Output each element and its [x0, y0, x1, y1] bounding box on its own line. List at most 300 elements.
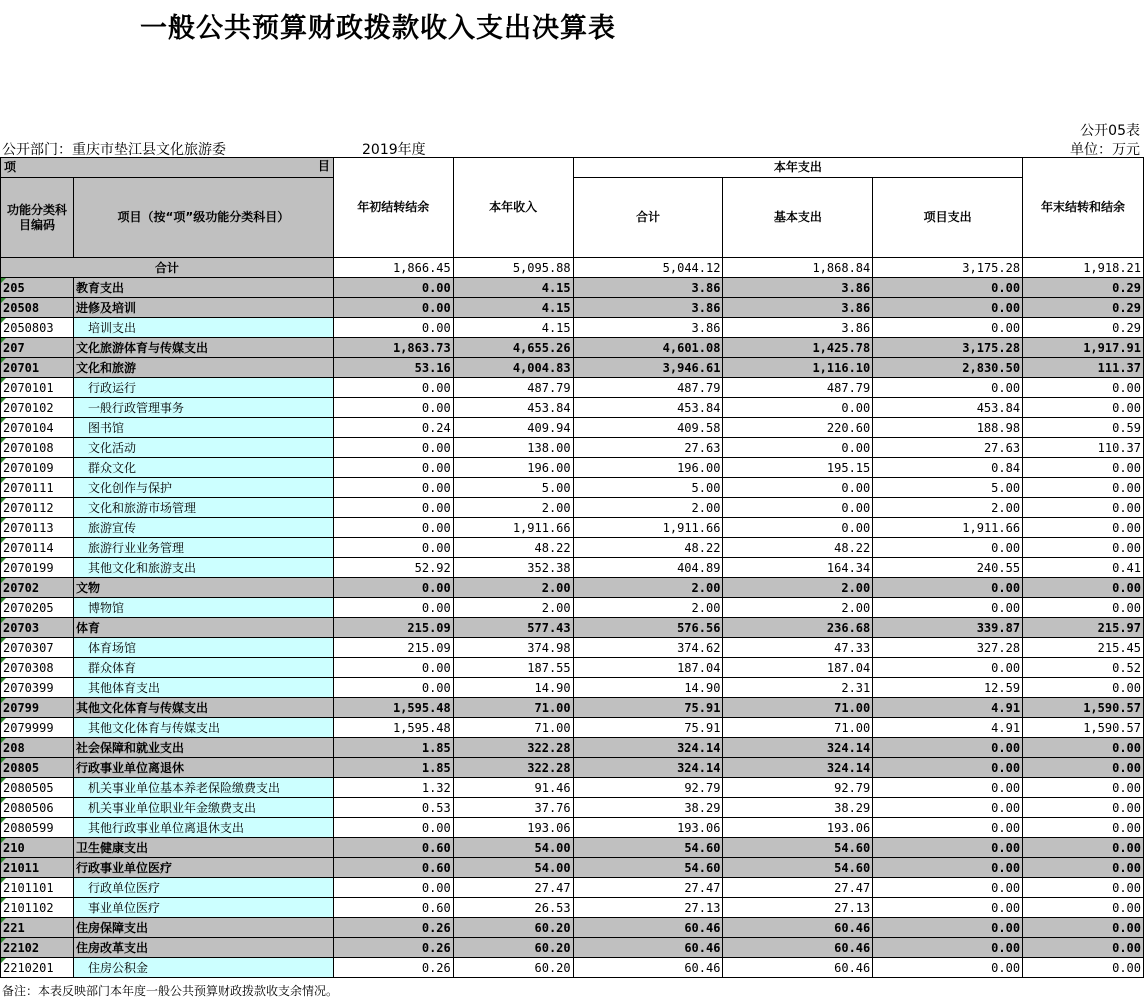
row-begin-balance: 0.00: [333, 318, 453, 338]
row-project: 4.91: [873, 698, 1023, 718]
row-expenditure: 14.90: [573, 678, 723, 698]
row-basic: 38.29: [723, 798, 873, 818]
row-name: 其他文化体育与传媒支出: [73, 698, 333, 718]
row-project: 1,911.66: [873, 518, 1023, 538]
row-project: 188.98: [873, 418, 1023, 438]
row-income: 37.76: [453, 798, 573, 818]
row-project: 0.00: [873, 778, 1023, 798]
row-project: 5.00: [873, 478, 1023, 498]
row-code: 2080506: [1, 798, 74, 818]
total-project: 3,175.28: [873, 258, 1023, 278]
row-basic: 0.00: [723, 478, 873, 498]
table-row: [1, 438, 1144, 458]
row-end-balance: 0.00: [1023, 598, 1144, 618]
table-row: [1, 778, 1144, 798]
row-basic: 92.79: [723, 778, 873, 798]
row-expenditure: 60.46: [573, 938, 723, 958]
row-end-balance: 1,917.91: [1023, 338, 1144, 358]
row-project: 0.00: [873, 858, 1023, 878]
row-name: 博物馆: [73, 598, 333, 618]
row-expenditure: 453.84: [573, 398, 723, 418]
row-income: 4,655.26: [453, 338, 573, 358]
row-end-balance: 0.29: [1023, 318, 1144, 338]
row-expenditure: 324.14: [573, 758, 723, 778]
row-code: 2080599: [1, 818, 74, 838]
row-begin-balance: 0.00: [333, 498, 453, 518]
total-income: 5,095.88: [453, 258, 573, 278]
year-label: 2019年度: [362, 142, 426, 158]
row-code: 20702: [1, 578, 74, 598]
row-code: 2070399: [1, 678, 74, 698]
row-project: 27.63: [873, 438, 1023, 458]
row-code: 20508: [1, 298, 74, 318]
row-income: 26.53: [453, 898, 573, 918]
row-project: 0.00: [873, 838, 1023, 858]
row-name: 社会保障和就业支出: [73, 738, 333, 758]
row-expenditure: 75.91: [573, 698, 723, 718]
row-name: 教育支出: [73, 278, 333, 298]
row-basic: 48.22: [723, 538, 873, 558]
row-project: 0.84: [873, 458, 1023, 478]
row-basic: 27.13: [723, 898, 873, 918]
row-code: 2070307: [1, 638, 74, 658]
row-name: 住房公积金: [73, 958, 333, 978]
row-basic: 71.00: [723, 698, 873, 718]
row-code: 221: [1, 918, 74, 938]
row-income: 577.43: [453, 618, 573, 638]
row-name: 群众文化: [73, 458, 333, 478]
row-begin-balance: 0.00: [333, 518, 453, 538]
header-basic: 基本支出: [723, 178, 873, 258]
row-code: 2070114: [1, 538, 74, 558]
row-basic: 54.60: [723, 838, 873, 858]
row-code: 2070112: [1, 498, 74, 518]
row-basic: 164.34: [723, 558, 873, 578]
footer-note: 备注：本表反映部门本年度一般公共预算财政拨款收支余情况。: [2, 984, 339, 998]
row-project: 0.00: [873, 878, 1023, 898]
row-begin-balance: 0.00: [333, 878, 453, 898]
row-basic: 324.14: [723, 758, 873, 778]
row-begin-balance: 52.92: [333, 558, 453, 578]
row-income: 138.00: [453, 438, 573, 458]
row-begin-balance: 0.60: [333, 858, 453, 878]
row-income: 193.06: [453, 818, 573, 838]
row-name: 卫生健康支出: [73, 838, 333, 858]
row-end-balance: 0.00: [1023, 818, 1144, 838]
row-end-balance: 0.00: [1023, 398, 1144, 418]
row-income: 4.15: [453, 278, 573, 298]
row-expenditure: 48.22: [573, 538, 723, 558]
row-expenditure: 54.60: [573, 838, 723, 858]
row-name: 文化旅游体育与传媒支出: [73, 338, 333, 358]
row-income: 54.00: [453, 838, 573, 858]
row-basic: 27.47: [723, 878, 873, 898]
row-end-balance: 0.00: [1023, 478, 1144, 498]
table-row: [1, 518, 1144, 538]
row-income: 453.84: [453, 398, 573, 418]
row-expenditure: 38.29: [573, 798, 723, 818]
total-begin-balance: 1,866.45: [333, 258, 453, 278]
table-row: [1, 958, 1144, 978]
row-begin-balance: 215.09: [333, 638, 453, 658]
table-row: [1, 918, 1144, 938]
row-basic: 3.86: [723, 298, 873, 318]
row-project: 0.00: [873, 898, 1023, 918]
row-expenditure: 576.56: [573, 618, 723, 638]
table-row: [1, 838, 1144, 858]
row-expenditure: 60.46: [573, 918, 723, 938]
row-begin-balance: 1.32: [333, 778, 453, 798]
row-end-balance: 0.00: [1023, 958, 1144, 978]
total-row: [1, 258, 1144, 278]
row-end-balance: 0.00: [1023, 898, 1144, 918]
row-end-balance: 0.29: [1023, 298, 1144, 318]
row-expenditure: 60.46: [573, 958, 723, 978]
table-row: [1, 638, 1144, 658]
row-project: 0.00: [873, 278, 1023, 298]
row-project: 0.00: [873, 318, 1023, 338]
row-basic: 220.60: [723, 418, 873, 438]
row-income: 4,004.83: [453, 358, 573, 378]
row-end-balance: 215.97: [1023, 618, 1144, 638]
header-total: 合计: [573, 178, 723, 258]
row-project: 0.00: [873, 598, 1023, 618]
row-end-balance: 0.00: [1023, 878, 1144, 898]
header-expenditure-group: 本年支出: [573, 158, 1022, 178]
row-basic: 193.06: [723, 818, 873, 838]
row-begin-balance: 0.24: [333, 418, 453, 438]
row-basic: 487.79: [723, 378, 873, 398]
row-name: 其他文化体育与传媒支出: [73, 718, 333, 738]
table-row: [1, 578, 1144, 598]
row-income: 2.00: [453, 598, 573, 618]
row-basic: 60.46: [723, 938, 873, 958]
row-name: 行政单位医疗: [73, 878, 333, 898]
row-end-balance: 215.45: [1023, 638, 1144, 658]
row-end-balance: 0.00: [1023, 678, 1144, 698]
row-begin-balance: 0.00: [333, 438, 453, 458]
row-basic: 0.00: [723, 518, 873, 538]
row-income: 196.00: [453, 458, 573, 478]
row-name: 旅游宣传: [73, 518, 333, 538]
row-name: 体育: [73, 618, 333, 638]
table-row: [1, 538, 1144, 558]
row-end-balance: 1,590.57: [1023, 698, 1144, 718]
row-expenditure: 193.06: [573, 818, 723, 838]
form-number: 公开05表: [1080, 123, 1140, 139]
row-name: 事业单位医疗: [73, 898, 333, 918]
row-end-balance: 0.59: [1023, 418, 1144, 438]
row-code: 2210201: [1, 958, 74, 978]
row-name: 进修及培训: [73, 298, 333, 318]
row-expenditure: 4,601.08: [573, 338, 723, 358]
row-name: 其他行政事业单位离退休支出: [73, 818, 333, 838]
row-code: 2070111: [1, 478, 74, 498]
table-row: [1, 338, 1144, 358]
row-begin-balance: 1.85: [333, 758, 453, 778]
row-begin-balance: 0.00: [333, 538, 453, 558]
row-begin-balance: 0.00: [333, 378, 453, 398]
row-end-balance: 0.00: [1023, 578, 1144, 598]
row-project: 12.59: [873, 678, 1023, 698]
row-basic: 324.14: [723, 738, 873, 758]
row-income: 1,911.66: [453, 518, 573, 538]
row-expenditure: 2.00: [573, 578, 723, 598]
row-code: 2101102: [1, 898, 74, 918]
row-project: 0.00: [873, 298, 1023, 318]
row-project: 0.00: [873, 538, 1023, 558]
row-name: 一般行政管理事务: [73, 398, 333, 418]
table-row: [1, 618, 1144, 638]
budget-table: [0, 157, 1144, 978]
row-expenditure: 27.47: [573, 878, 723, 898]
row-name: 行政事业单位离退休: [73, 758, 333, 778]
row-income: 374.98: [453, 638, 573, 658]
row-expenditure: 75.91: [573, 718, 723, 738]
row-end-balance: 0.00: [1023, 918, 1144, 938]
row-end-balance: 110.37: [1023, 438, 1144, 458]
row-expenditure: 3,946.61: [573, 358, 723, 378]
header-income: 本年收入: [453, 158, 573, 258]
table-row: [1, 478, 1144, 498]
table-row: [1, 658, 1144, 678]
row-project: 0.00: [873, 958, 1023, 978]
row-name: 其他文化和旅游支出: [73, 558, 333, 578]
row-end-balance: 111.37: [1023, 358, 1144, 378]
table-row: [1, 378, 1144, 398]
row-project: 0.00: [873, 918, 1023, 938]
row-name: 行政运行: [73, 378, 333, 398]
row-expenditure: 487.79: [573, 378, 723, 398]
table-row: [1, 298, 1144, 318]
row-income: 60.20: [453, 938, 573, 958]
row-name: 文化创作与保护: [73, 478, 333, 498]
header-name: 项目（按“项”级功能分类科目）: [73, 178, 333, 258]
row-basic: 2.00: [723, 598, 873, 618]
row-expenditure: 3.86: [573, 318, 723, 338]
row-project: 0.00: [873, 738, 1023, 758]
table-row: [1, 878, 1144, 898]
total-expenditure: 5,044.12: [573, 258, 723, 278]
row-income: 322.28: [453, 738, 573, 758]
row-code: 2070104: [1, 418, 74, 438]
row-expenditure: 2.00: [573, 598, 723, 618]
row-name: 住房改革支出: [73, 938, 333, 958]
row-code: 210: [1, 838, 74, 858]
row-expenditure: 374.62: [573, 638, 723, 658]
row-income: 54.00: [453, 858, 573, 878]
table-row: [1, 318, 1144, 338]
row-begin-balance: 0.26: [333, 918, 453, 938]
header-mu: 目: [317, 159, 330, 173]
row-name: 文化和旅游市场管理: [73, 498, 333, 518]
row-project: 240.55: [873, 558, 1023, 578]
table-row: [1, 698, 1144, 718]
row-begin-balance: 0.00: [333, 478, 453, 498]
row-name: 图书馆: [73, 418, 333, 438]
table-row: [1, 598, 1144, 618]
total-end-balance: 1,918.21: [1023, 258, 1144, 278]
row-basic: 195.15: [723, 458, 873, 478]
row-begin-balance: 0.00: [333, 398, 453, 418]
row-code: 2080505: [1, 778, 74, 798]
header-xiang-mu: [1, 158, 334, 178]
row-income: 4.15: [453, 318, 573, 338]
row-project: 0.00: [873, 818, 1023, 838]
header-xiang: 项: [4, 160, 17, 174]
row-income: 14.90: [453, 678, 573, 698]
row-begin-balance: 53.16: [333, 358, 453, 378]
table-row: [1, 798, 1144, 818]
row-end-balance: 0.00: [1023, 798, 1144, 818]
row-project: 0.00: [873, 378, 1023, 398]
row-project: 0.00: [873, 798, 1023, 818]
table-row: [1, 898, 1144, 918]
row-begin-balance: 0.00: [333, 278, 453, 298]
row-income: 352.38: [453, 558, 573, 578]
row-expenditure: 27.13: [573, 898, 723, 918]
row-income: 187.55: [453, 658, 573, 678]
row-expenditure: 409.58: [573, 418, 723, 438]
table-row: [1, 758, 1144, 778]
row-code: 20799: [1, 698, 74, 718]
row-begin-balance: 0.53: [333, 798, 453, 818]
row-begin-balance: 1,595.48: [333, 698, 453, 718]
table-row: [1, 718, 1144, 738]
row-begin-balance: 0.26: [333, 958, 453, 978]
row-project: 339.87: [873, 618, 1023, 638]
row-project: 3,175.28: [873, 338, 1023, 358]
row-income: 27.47: [453, 878, 573, 898]
row-expenditure: 1,911.66: [573, 518, 723, 538]
row-code: 20805: [1, 758, 74, 778]
row-name: 文化活动: [73, 438, 333, 458]
row-begin-balance: 0.00: [333, 678, 453, 698]
row-code: 22102: [1, 938, 74, 958]
row-code: 207: [1, 338, 74, 358]
row-name: 文物: [73, 578, 333, 598]
row-name: 体育场馆: [73, 638, 333, 658]
row-income: 2.00: [453, 578, 573, 598]
row-name: 行政事业单位医疗: [73, 858, 333, 878]
row-income: 91.46: [453, 778, 573, 798]
row-code: 2079999: [1, 718, 74, 738]
row-basic: 2.31: [723, 678, 873, 698]
row-expenditure: 54.60: [573, 858, 723, 878]
table-row: [1, 418, 1144, 438]
row-code: 2070205: [1, 598, 74, 618]
table-row: [1, 398, 1144, 418]
row-code: 2101101: [1, 878, 74, 898]
row-basic: 3.86: [723, 278, 873, 298]
row-name: 住房保障支出: [73, 918, 333, 938]
row-basic: 3.86: [723, 318, 873, 338]
table-row: [1, 498, 1144, 518]
row-expenditure: 2.00: [573, 498, 723, 518]
row-basic: 0.00: [723, 398, 873, 418]
row-begin-balance: 0.60: [333, 898, 453, 918]
table-row: [1, 678, 1144, 698]
row-begin-balance: 215.09: [333, 618, 453, 638]
row-project: 0.00: [873, 658, 1023, 678]
row-income: 71.00: [453, 718, 573, 738]
row-income: 4.15: [453, 298, 573, 318]
table-row: [1, 358, 1144, 378]
row-end-balance: 0.41: [1023, 558, 1144, 578]
row-end-balance: 0.00: [1023, 938, 1144, 958]
row-begin-balance: 0.00: [333, 818, 453, 838]
row-code: 20701: [1, 358, 74, 378]
header-code: 功能分类科目编码: [1, 178, 74, 258]
row-code: 2070101: [1, 378, 74, 398]
header-begin-balance: 年初结转结余: [333, 158, 453, 258]
row-income: 71.00: [453, 698, 573, 718]
row-expenditure: 92.79: [573, 778, 723, 798]
table-row: [1, 818, 1144, 838]
row-name: 文化和旅游: [73, 358, 333, 378]
table-row: [1, 458, 1144, 478]
row-project: 4.91: [873, 718, 1023, 738]
row-end-balance: 0.00: [1023, 378, 1144, 398]
row-basic: 1,425.78: [723, 338, 873, 358]
row-basic: 54.60: [723, 858, 873, 878]
row-project: 0.00: [873, 758, 1023, 778]
row-begin-balance: 0.00: [333, 658, 453, 678]
header-project: 项目支出: [873, 178, 1023, 258]
row-income: 5.00: [453, 478, 573, 498]
unit-label: 单位：万元: [1070, 142, 1140, 158]
row-begin-balance: 0.26: [333, 938, 453, 958]
row-name: 其他体育支出: [73, 678, 333, 698]
row-code: 2050803: [1, 318, 74, 338]
header-end-balance: 年末结转和结余: [1023, 158, 1144, 258]
row-expenditure: 404.89: [573, 558, 723, 578]
row-name: 机关事业单位职业年金缴费支出: [73, 798, 333, 818]
row-basic: 60.46: [723, 918, 873, 938]
row-project: 2.00: [873, 498, 1023, 518]
row-income: 487.79: [453, 378, 573, 398]
row-code: 21011: [1, 858, 74, 878]
row-code: 2070108: [1, 438, 74, 458]
row-project: 2,830.50: [873, 358, 1023, 378]
row-end-balance: 1,590.57: [1023, 718, 1144, 738]
row-income: 60.20: [453, 958, 573, 978]
page-title: 一般公共预算财政拨款收入支出决算表: [140, 13, 616, 44]
row-code: 208: [1, 738, 74, 758]
row-project: 0.00: [873, 578, 1023, 598]
row-code: 20703: [1, 618, 74, 638]
row-expenditure: 27.63: [573, 438, 723, 458]
row-income: 322.28: [453, 758, 573, 778]
table-row: [1, 738, 1144, 758]
row-expenditure: 187.04: [573, 658, 723, 678]
row-code: 2070113: [1, 518, 74, 538]
row-basic: 1,116.10: [723, 358, 873, 378]
row-project: 453.84: [873, 398, 1023, 418]
row-expenditure: 196.00: [573, 458, 723, 478]
row-expenditure: 5.00: [573, 478, 723, 498]
row-project: 327.28: [873, 638, 1023, 658]
row-begin-balance: 0.00: [333, 578, 453, 598]
row-expenditure: 324.14: [573, 738, 723, 758]
row-end-balance: 0.00: [1023, 758, 1144, 778]
row-basic: 236.68: [723, 618, 873, 638]
row-end-balance: 0.00: [1023, 458, 1144, 478]
row-begin-balance: 0.00: [333, 598, 453, 618]
row-end-balance: 0.00: [1023, 858, 1144, 878]
row-end-balance: 0.00: [1023, 498, 1144, 518]
row-end-balance: 0.29: [1023, 278, 1144, 298]
